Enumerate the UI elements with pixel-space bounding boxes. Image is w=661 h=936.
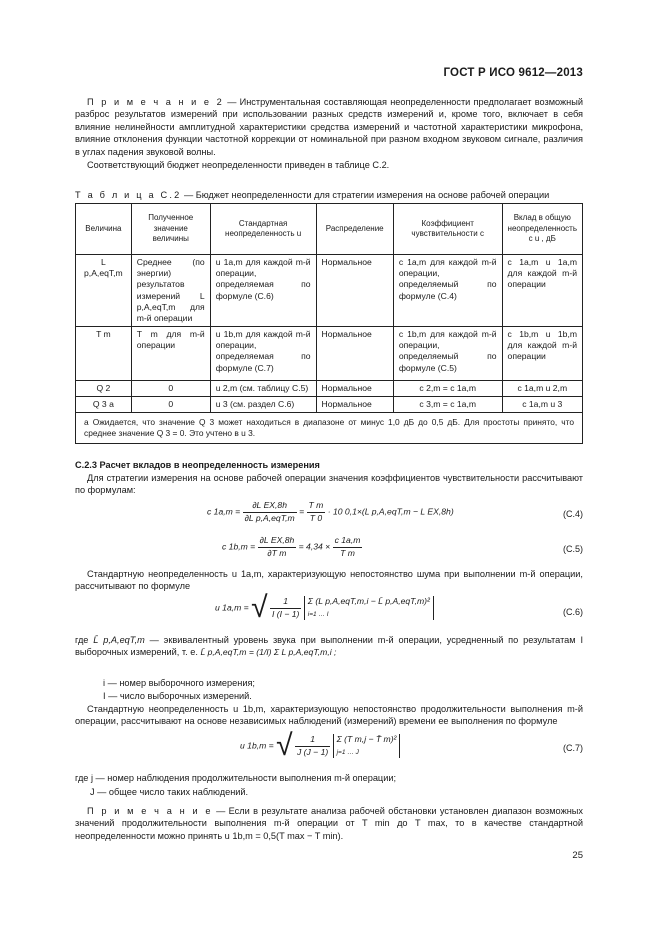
coefficients-paragraph: Для стратегии измерения на основе рабочей операции значения коэффициентов чувствительности рассчитывают по формулам: — [75, 473, 583, 496]
table-cell: u 1b,m для каждой m-й операции, определяемая по формуле (С.7) — [210, 327, 316, 381]
equation-number-c6: (С.6) — [563, 607, 583, 617]
formula-c7-frac-num: 1 — [295, 734, 330, 747]
col-header-contribution: Вклад в общую неопределенность c u , дБ — [502, 204, 582, 255]
where-symbol: L̄ p,A,eqT,m — [93, 635, 145, 645]
formula-c4-frac2-den: T 0 — [309, 512, 323, 523]
formula-c5-frac1-den: ∂T m — [267, 547, 287, 558]
final-note-label: П р и м е ч а н и е — [87, 806, 213, 816]
sqrt-icon: √ — [251, 591, 268, 624]
table-row — [76, 381, 583, 397]
table-row — [76, 397, 583, 413]
final-note-text: — Если в результате анализа рабочей обстановки установлен диапазон возможных значений продолжительности выполнения m-й операции от T min до T max, то в качестве стандартной неопределенности можно принять u 1b,m = 0,5(T max − T min). — [75, 806, 583, 841]
formula-c6-sum: Σ (L p,A,eqT,m,i − L̄ p,A,eqT,m)² — [307, 596, 430, 607]
where-l-mean-definition — [75, 634, 583, 659]
formula-c4-fraction-1 — [243, 500, 297, 524]
section-number: С.2.3 — [75, 460, 97, 470]
formula-c7 — [240, 731, 400, 761]
sqrt-icon: √ — [276, 729, 293, 762]
equation-number-c4: (С.4) — [563, 509, 583, 519]
table-cell: Нормальное — [316, 397, 393, 413]
col-header-distribution: Распределение — [316, 204, 393, 255]
u1a-paragraph: Стандартную неопределенность u 1a,m, характеризующую непостоянство шума при выполнении m-й операции, рассчитывают по формуле — [75, 569, 583, 592]
table-cell: Нормальное — [316, 255, 393, 327]
formula-c6-frac-num: 1 — [270, 596, 301, 609]
where-item-j: где j — номер наблюдения продолжительности выполнения m-й операции; — [75, 773, 397, 783]
formula-c4-eq: = — [299, 506, 305, 517]
u1b-paragraph: Стандартную неопределенность u 1b,m, характеризующую непостоянство продолжительности выполнения m-й операции, рассчитывают на основе независимых наблюдений (измерений) времени ее выполнения по формуле — [75, 704, 583, 727]
note-2-label: П р и м е ч а н и е 2 — [87, 97, 224, 107]
table-cell: L p,A,eqT,m — [76, 255, 132, 327]
formula-c7-sum: Σ (T m,j − T̄ m)² — [336, 734, 397, 745]
page-number: 25 — [572, 850, 583, 861]
formula-c7-bracket — [333, 734, 401, 757]
table-cell: Q 2 — [76, 381, 132, 397]
formula-c7-fraction — [295, 734, 330, 758]
formula-c4-rhs: · 10 0,1×(L p,A,eqT,m − L EX,8h) — [327, 506, 454, 517]
table-footnote: a Ожидается, что значение Q 3 может находиться в диапазоне от минус 1,0 дБ до 0,5 дБ. Для простоты принято, что среднее значение Q 3 = 0. Это учтено в u 3. — [76, 413, 583, 444]
formula-c4-frac2-num: T m — [307, 500, 326, 513]
where-prefix: где — [75, 635, 89, 645]
table-cell: u 1a,m для каждой m-й операции, определяемая по формуле (С.6) — [210, 255, 316, 327]
formula-c5-fraction-1 — [258, 535, 297, 559]
formula-c6-lhs: u 1a,m = — [215, 602, 249, 613]
document-code-header: ГОСТ Р ИСО 9612—2013 — [443, 67, 583, 79]
col-header-value: Полученное значение величины — [131, 204, 210, 255]
formula-c6-sum-limits: i=1 … I — [307, 610, 329, 618]
table-caption — [75, 189, 583, 201]
table-caption-label: Т а б л и ц а С.2 — [75, 190, 182, 200]
formula-c4-frac1-num: ∂L EX,8h — [243, 500, 297, 513]
note-2-paragraph — [75, 96, 583, 158]
table-cell: Нормальное — [316, 327, 393, 381]
formula-c4-fraction-2 — [307, 500, 326, 524]
table-cell: u 2,m (см. таблицу С.5) — [210, 381, 316, 397]
formula-c5-rhs: = 4,34 × — [298, 541, 331, 552]
table-cell: c 1a,m для каждой m-й операции, определяемый по формуле (С.4) — [393, 255, 502, 327]
formula-c7-frac-den: J (J − 1) — [296, 746, 329, 757]
table-cell: u 3 (см. раздел С.6) — [210, 397, 316, 413]
intro-paragraph: Соответствующий бюджет неопределенности приведен в таблице С.2. — [87, 160, 390, 170]
final-note-paragraph — [75, 805, 583, 842]
formula-c4-lhs: c 1a,m = — [207, 506, 241, 517]
col-header-sensitivity: Коэффициент чувствительности c — [393, 204, 502, 255]
table-cell: c 1a,m u 1a,m для каждой m-й операции — [502, 255, 582, 327]
section-title: Расчет вкладов в неопределенность измерения — [99, 460, 320, 470]
table-caption-text: — Бюджет неопределенности для стратегии измерения на основе рабочей операции — [181, 190, 550, 200]
uncertainty-budget-table — [75, 203, 583, 444]
table-cell: 0 — [131, 397, 210, 413]
section-heading — [75, 459, 320, 471]
formula-c4-frac1-den: ∂L p,A,eqT,m — [244, 512, 295, 523]
formula-c5-fraction-2 — [333, 535, 363, 559]
formula-c5-frac1-num: ∂L EX,8h — [258, 535, 297, 548]
col-header-quantity: Величина — [76, 204, 132, 255]
table-row — [76, 255, 583, 327]
formula-c7-lhs: u 1b,m = — [240, 740, 274, 751]
table-row — [76, 327, 583, 381]
table-cell: T m — [76, 327, 132, 381]
table-cell: c 3,m = c 1a,m — [393, 397, 502, 413]
col-header-std-uncertainty: Стандартная неопределенность u — [210, 204, 316, 255]
table-cell: c 1b,m u 1b,m для каждой m-й операции — [502, 327, 582, 381]
note-2-text: — Инструментальная составляющая неопределенности предполагает возможный разброс результатов измерений при использовании разных средств измерений и, кроме того, включает в себя влияние нелинейности амплитудной характеристики средства измерений и частотной характеристики микрофона, влияние отклонения функции частотной коррекции от номинальной при разном входном звуковом сигнале, различия в углах падения звуковой волны. — [75, 97, 583, 157]
where-formula: L̄ p,A,eqT,m = (1/I) Σ L p,A,eqT,m,i ; — [200, 647, 337, 658]
formula-c5 — [222, 535, 362, 559]
where-item-I: I — число выборочных измерений. — [103, 691, 252, 701]
table-cell: Среднее (по энергии) результатов измерений L p,A,eqT,m для m-й операции — [131, 255, 210, 327]
table-cell: c 1a,m u 3 — [502, 397, 582, 413]
where-item-i: i — номер выборочного измерения; — [103, 678, 255, 688]
formula-c5-frac2-den: T m — [340, 547, 355, 558]
formula-c7-sum-limits: j=1 … J — [336, 748, 359, 756]
table-cell: Нормальное — [316, 381, 393, 397]
table-cell: Q 3 a — [76, 397, 132, 413]
table-cell: c 2,m = c 1a,m — [393, 381, 502, 397]
table-header-row — [76, 204, 583, 255]
where-text: — эквивалентный уровень звука при выполнении m-й операции, усредненный по результатам I выборочных измерений, т. е. — [75, 635, 583, 658]
formula-c6-frac-den: I (I − 1) — [271, 608, 300, 619]
equation-number-c5: (С.5) — [563, 544, 583, 554]
equation-number-c7: (С.7) — [563, 743, 583, 753]
where-item-J: J — общее число таких наблюдений. — [90, 787, 249, 797]
formula-c6 — [215, 593, 434, 623]
table-cell: c 1a,m u 2,m — [502, 381, 582, 397]
table-cell: c 1b,m для каждой m-й операции, определяемый по формуле (С.5) — [393, 327, 502, 381]
table-cell: 0 — [131, 381, 210, 397]
table-footnote-row — [76, 413, 583, 444]
formula-c5-frac2-num: c 1a,m — [333, 535, 363, 548]
formula-c6-fraction — [270, 596, 301, 620]
formula-c6-bracket — [304, 596, 434, 619]
table-cell: T m для m-й операции — [131, 327, 210, 381]
formula-c5-lhs: c 1b,m = — [222, 541, 256, 552]
formula-c4 — [207, 500, 454, 524]
